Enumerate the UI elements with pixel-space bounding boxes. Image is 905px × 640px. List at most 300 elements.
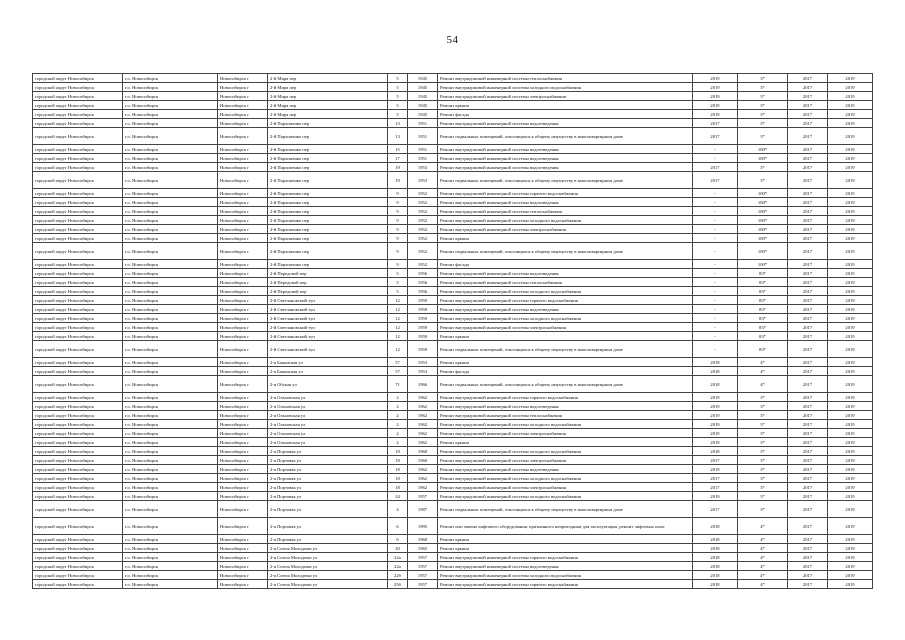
work-type-cell: Ремонт подвальных помещений, относящихся к общему имуществу в многоквартирном доме [438,376,693,393]
house-number-cell: 9 [388,225,408,234]
district-cell: г.о. Новосибирск [123,367,218,376]
planned-year-cell: 2017 [693,501,738,518]
work-type-cell: Ремонт внутридомовой инженерной системы горячего водоснабжения [438,296,693,305]
district-cell: г.о. Новосибирск [123,420,218,429]
table-row [33,402,873,411]
planned-year-cell: 2019 [693,393,738,402]
locality-cell: Новосибирск г [218,402,268,411]
house-number-cell: 12 [388,332,408,341]
period-end-cell: 2019 [828,465,873,474]
street-cell: 2-я Союза Молодежи ул [268,553,388,562]
work-type-cell: Ремонт или замена лифтового оборудования, признанного непригодным для эксплуатации, ремонт лифтовых шахт [438,518,693,535]
planned-year-cell: - [693,278,738,287]
locality-cell: Новосибирск г [218,429,268,438]
work-type-cell: Ремонт внутридомовой инженерной системы холодного водоснабжения [438,314,693,323]
priority-cell: 100* [738,189,788,198]
locality-cell: Новосибирск г [218,154,268,163]
planned-year-cell: 2018 [693,535,738,544]
district-cell: г.о. Новосибирск [123,314,218,323]
table-row [33,278,873,287]
district-cell: г.о. Новосибирск [123,580,218,589]
year-built-cell: 1962 [408,474,438,483]
house-number-cell: 5 [388,101,408,110]
district-cell: г.о. Новосибирск [123,305,218,314]
house-number-cell: 6 [388,518,408,535]
work-type-cell: Ремонт внутридомовой инженерной системы водоотведения [438,198,693,207]
locality-cell: Новосибирск г [218,323,268,332]
table-row [33,518,873,535]
locality-cell: Новосибирск г [218,393,268,402]
work-type-cell: Ремонт внутридомовой инженерной системы теплоснабжения [438,207,693,216]
table-row [33,314,873,323]
priority-cell: 3* [738,501,788,518]
district-cell: г.о. Новосибирск [123,83,218,92]
house-number-cell: 9 [388,243,408,260]
planned-year-cell: 2019 [693,429,738,438]
district-cell: г.о. Новосибирск [123,172,218,189]
work-type-cell: Ремонт внутридомовой инженерной системы холодного водоснабжения [438,447,693,456]
period-start-cell: 2017 [788,456,828,465]
municipality-cell: городской округ Новосибирск [33,332,123,341]
period-end-cell: 2019 [828,216,873,225]
period-end-cell: 2019 [828,323,873,332]
year-built-cell: 1957 [408,562,438,571]
year-built-cell: 1951 [408,145,438,154]
locality-cell: Новосибирск г [218,544,268,553]
year-built-cell: 1945 [408,101,438,110]
year-built-cell: 1965 [408,544,438,553]
year-built-cell: 1960 [408,447,438,456]
year-built-cell: 1952 [408,207,438,216]
municipality-cell: городской округ Новосибирск [33,518,123,535]
table-row [33,110,873,119]
planned-year-cell: 2019 [693,74,738,83]
year-built-cell: 1952 [408,234,438,243]
period-start-cell: 2017 [788,393,828,402]
locality-cell: Новосибирск г [218,216,268,225]
period-end-cell: 2019 [828,447,873,456]
priority-cell: 83* [738,314,788,323]
priority-cell: 4* [738,571,788,580]
district-cell: г.о. Новосибирск [123,544,218,553]
municipality-cell: городской округ Новосибирск [33,189,123,198]
year-built-cell: 1962 [408,465,438,474]
year-built-cell: 1952 [408,216,438,225]
priority-cell: 3* [738,465,788,474]
municipality-cell: городской округ Новосибирск [33,172,123,189]
period-end-cell: 2019 [828,571,873,580]
locality-cell: Новосибирск г [218,225,268,234]
district-cell: г.о. Новосибирск [123,474,218,483]
house-number-cell: 24 [388,492,408,501]
locality-cell: Новосибирск г [218,411,268,420]
priority-cell: 3* [738,393,788,402]
street-cell: 2-й Мира пер [268,83,388,92]
work-type-cell: Ремонт внутридомовой инженерной системы горячего водоснабжения [438,393,693,402]
period-end-cell: 2019 [828,562,873,571]
table-row [33,305,873,314]
table-row [33,145,873,154]
priority-cell: 4* [738,553,788,562]
locality-cell: Новосибирск г [218,341,268,358]
year-built-cell: 1962 [408,438,438,447]
district-cell: г.о. Новосибирск [123,465,218,474]
period-start-cell: 2017 [788,323,828,332]
work-type-cell: Ремонт внутридомовой инженерной системы водоотведения [438,402,693,411]
table-row [33,465,873,474]
year-built-cell: 1956 [408,278,438,287]
municipality-cell: городской округ Новосибирск [33,376,123,393]
planned-year-cell: 2019 [693,492,738,501]
district-cell: г.о. Новосибирск [123,287,218,296]
municipality-cell: городской округ Новосибирск [33,145,123,154]
year-built-cell: 1951 [408,119,438,128]
district-cell: г.о. Новосибирск [123,189,218,198]
district-cell: г.о. Новосибирск [123,296,218,305]
house-number-cell: 13 [388,128,408,145]
work-type-cell: Ремонт внутридомовой инженерной системы теплоснабжения [438,74,693,83]
year-built-cell: 1945 [408,92,438,101]
period-end-cell: 2019 [828,544,873,553]
period-end-cell: 2019 [828,518,873,535]
planned-year-cell: - [693,225,738,234]
period-end-cell: 2019 [828,234,873,243]
district-cell: г.о. Новосибирск [123,216,218,225]
work-type-cell: Ремонт внутридомовой инженерной системы водоотведения [438,145,693,154]
table-row [33,128,873,145]
locality-cell: Новосибирск г [218,172,268,189]
period-end-cell: 2019 [828,278,873,287]
work-type-cell: Ремонт внутридомовой инженерной системы водоотведения [438,562,693,571]
table-row [33,358,873,367]
house-number-cell: 5 [388,92,408,101]
locality-cell: Новосибирск г [218,198,268,207]
period-start-cell: 2017 [788,465,828,474]
locality-cell: Новосибирск г [218,314,268,323]
district-cell: г.о. Новосибирск [123,501,218,518]
priority-cell: 3* [738,420,788,429]
planned-year-cell: 2018 [693,518,738,535]
work-type-cell: Ремонт внутридомовой инженерной системы водоотведения [438,269,693,278]
period-start-cell: 2017 [788,562,828,571]
priority-cell: 3* [738,74,788,83]
municipality-cell: городской округ Новосибирск [33,269,123,278]
house-number-cell: 2 [388,420,408,429]
street-cell: 2-й Пархоменко пер [268,128,388,145]
period-end-cell: 2019 [828,553,873,562]
street-cell: 2-я Портовая ул [268,518,388,535]
priority-cell: 100* [738,225,788,234]
period-start-cell: 2017 [788,128,828,145]
table-row [33,243,873,260]
period-start-cell: 2017 [788,243,828,260]
period-start-cell: 2017 [788,110,828,119]
work-type-cell: Ремонт внутридомовой инженерной системы электроснабжения [438,323,693,332]
period-end-cell: 2019 [828,92,873,101]
planned-year-cell: - [693,305,738,314]
period-start-cell: 2017 [788,119,828,128]
municipality-cell: городской округ Новосибирск [33,154,123,163]
planned-year-cell: - [693,287,738,296]
work-type-cell: Ремонт внутридомовой инженерной системы горячего водоснабжения [438,553,693,562]
district-cell: г.о. Новосибирск [123,198,218,207]
municipality-cell: городской округ Новосибирск [33,367,123,376]
planned-year-cell: 2017 [693,483,738,492]
year-built-cell: 1959 [408,305,438,314]
period-end-cell: 2019 [828,501,873,518]
district-cell: г.о. Новосибирск [123,92,218,101]
locality-cell: Новосибирск г [218,278,268,287]
street-cell: 2-я Ольховская ул [268,429,388,438]
table-row [33,154,873,163]
planned-year-cell: - [693,260,738,269]
planned-year-cell: - [693,216,738,225]
priority-cell: 4* [738,376,788,393]
planned-year-cell: - [693,323,738,332]
district-cell: г.о. Новосибирск [123,438,218,447]
year-built-cell: 1953 [408,172,438,189]
table-row [33,189,873,198]
work-type-cell: Ремонт внутридомовой инженерной системы холодного водоснабжения [438,216,693,225]
district-cell: г.о. Новосибирск [123,518,218,535]
work-type-cell: Ремонт фасада [438,110,693,119]
period-start-cell: 2017 [788,101,828,110]
house-number-cell: 25б [388,580,408,589]
street-cell: 2-я Ольховская ул [268,420,388,429]
house-number-cell: 9 [388,234,408,243]
street-cell: 2-й Пархоменко пер [268,163,388,172]
house-number-cell: 19 [388,163,408,172]
priority-cell: 3* [738,402,788,411]
street-cell: 2-й Пархоменко пер [268,154,388,163]
house-number-cell: 22а [388,553,408,562]
locality-cell: Новосибирск г [218,74,268,83]
period-end-cell: 2019 [828,341,873,358]
year-built-cell: 1945 [408,74,438,83]
district-cell: г.о. Новосибирск [123,393,218,402]
period-start-cell: 2017 [788,341,828,358]
house-number-cell: 57 [388,358,408,367]
table-row [33,341,873,358]
district-cell: г.о. Новосибирск [123,411,218,420]
period-start-cell: 2017 [788,145,828,154]
municipality-cell: городской округ Новосибирск [33,101,123,110]
work-type-cell: Ремонт внутридомовой инженерной системы водоотведения [438,163,693,172]
municipality-cell: городской округ Новосибирск [33,492,123,501]
priority-cell: 4* [738,358,788,367]
planned-year-cell: - [693,269,738,278]
year-built-cell: 1959 [408,341,438,358]
planned-year-cell: - [693,154,738,163]
table-row [33,172,873,189]
year-built-cell: 1952 [408,260,438,269]
locality-cell: Новосибирск г [218,207,268,216]
planned-year-cell: 2017 [693,128,738,145]
district-cell: г.о. Новосибирск [123,358,218,367]
locality-cell: Новосибирск г [218,92,268,101]
planned-year-cell: - [693,145,738,154]
year-built-cell: 1957 [408,571,438,580]
year-built-cell: 1951 [408,128,438,145]
municipality-cell: городской округ Новосибирск [33,225,123,234]
period-end-cell: 2019 [828,154,873,163]
priority-cell: 3* [738,163,788,172]
planned-year-cell: 2019 [693,411,738,420]
street-cell: 2-й Мира пер [268,101,388,110]
year-built-cell: 1957 [408,492,438,501]
district-cell: г.о. Новосибирск [123,101,218,110]
district-cell: г.о. Новосибирск [123,429,218,438]
priority-cell: 100* [738,216,788,225]
table-row [33,198,873,207]
work-type-cell: Ремонт внутридомовой инженерной системы холодного водоснабжения [438,83,693,92]
street-cell: 2-й Пархоменко пер [268,172,388,189]
period-start-cell: 2017 [788,314,828,323]
planned-year-cell: 2018 [693,580,738,589]
house-number-cell: 5 [388,278,408,287]
municipality-cell: городской округ Новосибирск [33,571,123,580]
year-built-cell: 1962 [408,411,438,420]
house-number-cell: 12 [388,305,408,314]
work-type-cell: Ремонт внутридомовой инженерной системы электроснабжения [438,456,693,465]
period-start-cell: 2017 [788,74,828,83]
planned-year-cell: - [693,332,738,341]
period-start-cell: 2017 [788,402,828,411]
district-cell: г.о. Новосибирск [123,402,218,411]
street-cell: 2-й Светлановский туп [268,314,388,323]
period-end-cell: 2019 [828,74,873,83]
work-type-cell: Ремонт подвальных помещений, относящихся к общему имуществу в многоквартирном доме [438,128,693,145]
period-end-cell: 2019 [828,580,873,589]
table-row [33,474,873,483]
priority-cell: 100* [738,154,788,163]
house-number-cell: 12 [388,296,408,305]
municipality-cell: городской округ Новосибирск [33,278,123,287]
planned-year-cell: 2019 [693,83,738,92]
locality-cell: Новосибирск г [218,243,268,260]
repair-schedule-table [32,73,873,589]
municipality-cell: городской округ Новосибирск [33,287,123,296]
district-cell: г.о. Новосибирск [123,341,218,358]
district-cell: г.о. Новосибирск [123,562,218,571]
priority-cell: 3* [738,429,788,438]
priority-cell: 3* [738,83,788,92]
priority-cell: 4* [738,535,788,544]
priority-cell: 3* [738,110,788,119]
period-end-cell: 2019 [828,225,873,234]
period-end-cell: 2019 [828,367,873,376]
work-type-cell: Ремонт внутридомовой инженерной системы горячего водоснабжения [438,580,693,589]
street-cell: 2-й Мира пер [268,110,388,119]
street-cell: 2-я Портовая ул [268,501,388,518]
house-number-cell: 17 [388,154,408,163]
year-built-cell: 1953 [408,358,438,367]
municipality-cell: городской округ Новосибирск [33,305,123,314]
priority-cell: 83* [738,287,788,296]
period-start-cell: 2017 [788,269,828,278]
period-start-cell: 2017 [788,154,828,163]
year-built-cell: 1960 [408,535,438,544]
planned-year-cell: 2019 [693,465,738,474]
priority-cell: 100* [738,234,788,243]
locality-cell: Новосибирск г [218,287,268,296]
period-end-cell: 2019 [828,411,873,420]
period-end-cell: 2019 [828,535,873,544]
priority-cell: 4* [738,580,788,589]
period-end-cell: 2019 [828,119,873,128]
work-type-cell: Ремонт внутридомовой инженерной системы холодного водоснабжения [438,287,693,296]
street-cell: 2-я Портовая ул [268,465,388,474]
table-row [33,207,873,216]
work-type-cell: Ремонт крыши [438,101,693,110]
period-end-cell: 2019 [828,393,873,402]
street-cell: 2-я Портовая ул [268,456,388,465]
district-cell: г.о. Новосибирск [123,207,218,216]
year-built-cell: 1956 [408,269,438,278]
planned-year-cell: 2018 [693,544,738,553]
locality-cell: Новосибирск г [218,535,268,544]
planned-year-cell: 2018 [693,367,738,376]
work-type-cell: Ремонт крыши [438,234,693,243]
work-type-cell: Ремонт внутридомовой инженерной системы водоотведения [438,465,693,474]
work-type-cell: Ремонт крыши [438,544,693,553]
street-cell: 2-й Светлановский туп [268,323,388,332]
municipality-cell: городской округ Новосибирск [33,580,123,589]
priority-cell: 83* [738,278,788,287]
district-cell: г.о. Новосибирск [123,553,218,562]
priority-cell: 100* [738,198,788,207]
house-number-cell: 57 [388,367,408,376]
period-start-cell: 2017 [788,207,828,216]
period-start-cell: 2017 [788,544,828,553]
planned-year-cell: 2017 [693,474,738,483]
year-built-cell: 1953 [408,367,438,376]
priority-cell: 4* [738,544,788,553]
planned-year-cell: 2018 [693,562,738,571]
work-type-cell: Ремонт подвальных помещений, относящихся к общему имуществу в многоквартирном доме [438,341,693,358]
district-cell: г.о. Новосибирск [123,154,218,163]
house-number-cell: 13 [388,119,408,128]
locality-cell: Новосибирск г [218,465,268,474]
table-row [33,571,873,580]
period-start-cell: 2017 [788,553,828,562]
locality-cell: Новосибирск г [218,269,268,278]
district-cell: г.о. Новосибирск [123,74,218,83]
work-type-cell: Ремонт фасада [438,260,693,269]
house-number-cell: 12 [388,314,408,323]
municipality-cell: городской округ Новосибирск [33,110,123,119]
table-row [33,367,873,376]
work-type-cell: Ремонт внутридомовой инженерной системы теплоснабжения [438,411,693,420]
page-number: 54 [446,34,459,46]
period-end-cell: 2019 [828,207,873,216]
locality-cell: Новосибирск г [218,438,268,447]
period-end-cell: 2019 [828,172,873,189]
priority-cell: 3* [738,172,788,189]
house-number-cell: 18 [388,447,408,456]
municipality-cell: городской округ Новосибирск [33,544,123,553]
period-end-cell: 2019 [828,438,873,447]
planned-year-cell: 2019 [693,438,738,447]
work-type-cell: Ремонт внутридомовой инженерной системы холодного водоснабжения [438,492,693,501]
street-cell: 2-й Светлановский туп [268,296,388,305]
locality-cell: Новосибирск г [218,119,268,128]
table-row [33,483,873,492]
planned-year-cell: 2019 [693,92,738,101]
district-cell: г.о. Новосибирск [123,145,218,154]
period-start-cell: 2017 [788,492,828,501]
street-cell: 2-я Портовая ул [268,474,388,483]
